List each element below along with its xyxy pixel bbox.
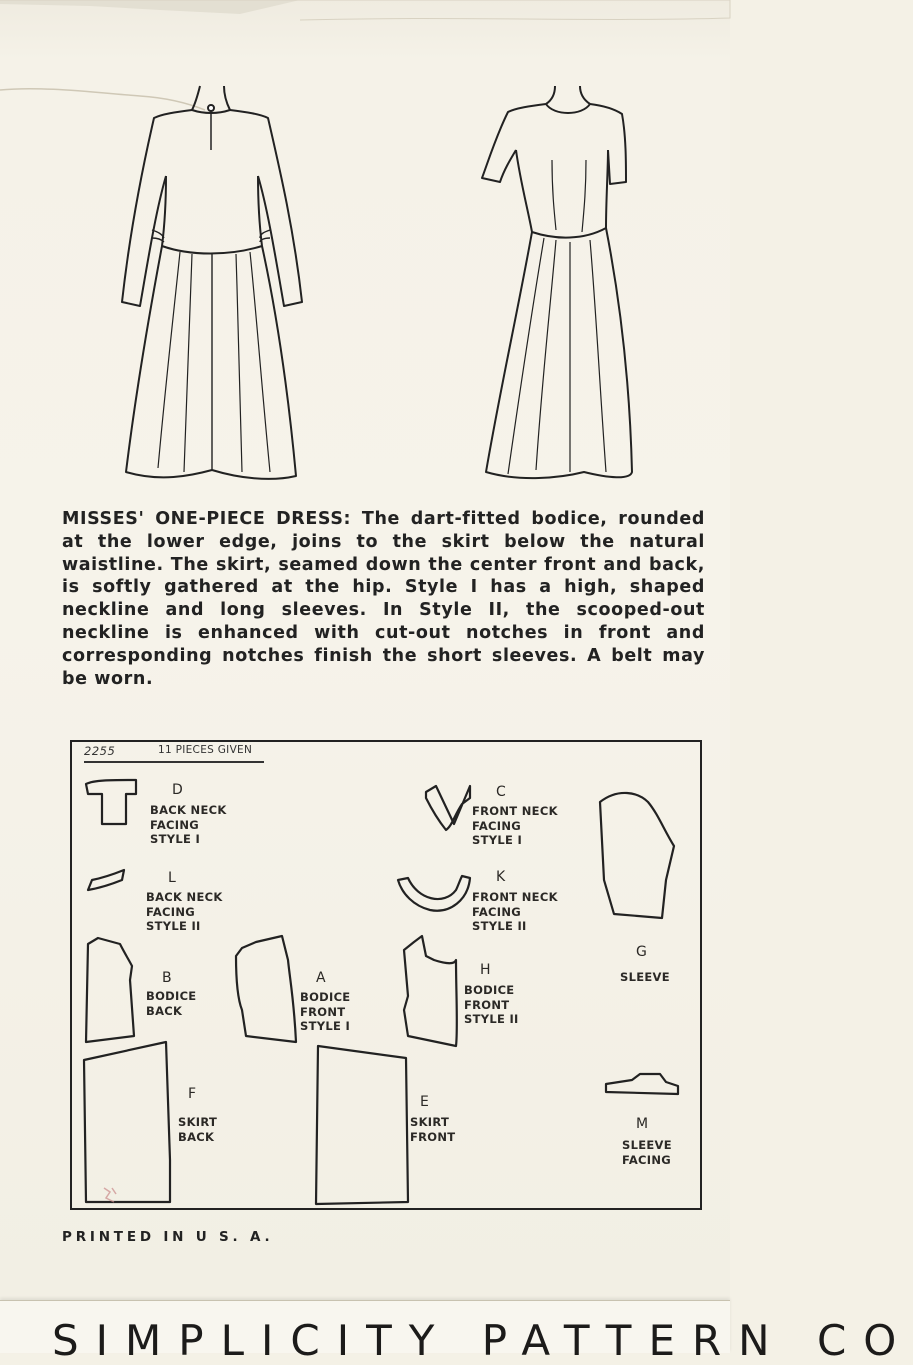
pattern-number: 2255 xyxy=(84,744,116,758)
piece-a-letter: A xyxy=(316,970,326,986)
piece-g-label: SLEEVE xyxy=(620,970,670,984)
piece-a-shape xyxy=(236,936,296,1042)
piece-k-label: FRONT NECK FACING STYLE II xyxy=(472,890,558,933)
piece-m-shape xyxy=(606,1074,678,1094)
description-body: The dart-fitted bodice, rounded at the lower edge, joins to the skirt below the natural waistline. The skirt, seamed down the center front and back, is softly gathered at the hip. Style I has a high, shaped neckline and long sleeves. In Style II, the scooped-out neckline is enhanced with cut-out notches in front and corresponding notches finish the short sleeves. A belt may be worn. xyxy=(62,509,705,689)
piece-c-shape xyxy=(426,786,470,830)
dress-style-i-back-view xyxy=(122,86,302,479)
piece-m-letter: M xyxy=(636,1116,649,1132)
piece-g-shape xyxy=(600,793,674,918)
piece-k-letter: K xyxy=(496,869,506,885)
piece-c-label: FRONT NECK FACING STYLE I xyxy=(472,804,558,847)
dress-style-ii-front-view xyxy=(482,86,632,478)
piece-l-label: BACK NECK FACING STYLE II xyxy=(146,890,223,933)
piece-f-letter: F xyxy=(188,1086,197,1102)
piece-e-letter: E xyxy=(420,1094,429,1110)
piece-k-shape xyxy=(398,876,470,911)
piece-a-label: BODICE FRONT STYLE I xyxy=(300,990,351,1033)
piece-d-shape xyxy=(86,780,136,824)
piece-m-label: SLEEVE FACING xyxy=(622,1138,672,1167)
piece-l-shape xyxy=(88,870,124,890)
description-heading: MISSES' ONE-PIECE DRESS: xyxy=(62,509,352,529)
piece-e-label: SKIRT FRONT xyxy=(410,1115,456,1144)
piece-d-label: BACK NECK FACING STYLE I xyxy=(150,803,227,846)
piece-l-letter: L xyxy=(168,870,176,886)
piece-g-letter: G xyxy=(636,944,647,960)
piece-e-shape xyxy=(316,1046,408,1204)
faint-ink-stamp xyxy=(100,1184,122,1206)
brand-title: SIMPLICITY PATTERN CO xyxy=(52,1316,913,1365)
piece-h-label: BODICE FRONT STYLE II xyxy=(464,983,519,1026)
piece-h-shape xyxy=(404,936,457,1046)
piece-f-shape xyxy=(84,1042,170,1202)
piece-d-letter: D xyxy=(172,782,183,798)
piece-b-letter: B xyxy=(162,970,172,986)
printed-in-usa: PRINTED IN U S. A. xyxy=(62,1229,274,1245)
piece-c-letter: C xyxy=(496,784,506,800)
piece-f-label: SKIRT BACK xyxy=(178,1115,218,1144)
dress-illustrations xyxy=(100,80,660,490)
piece-b-shape xyxy=(86,938,134,1042)
pieces-given-count: 11 PIECES GIVEN xyxy=(158,744,253,756)
piece-h-letter: H xyxy=(480,962,491,978)
dress-description xyxy=(62,508,705,690)
piece-b-label: BODICE BACK xyxy=(146,989,197,1018)
